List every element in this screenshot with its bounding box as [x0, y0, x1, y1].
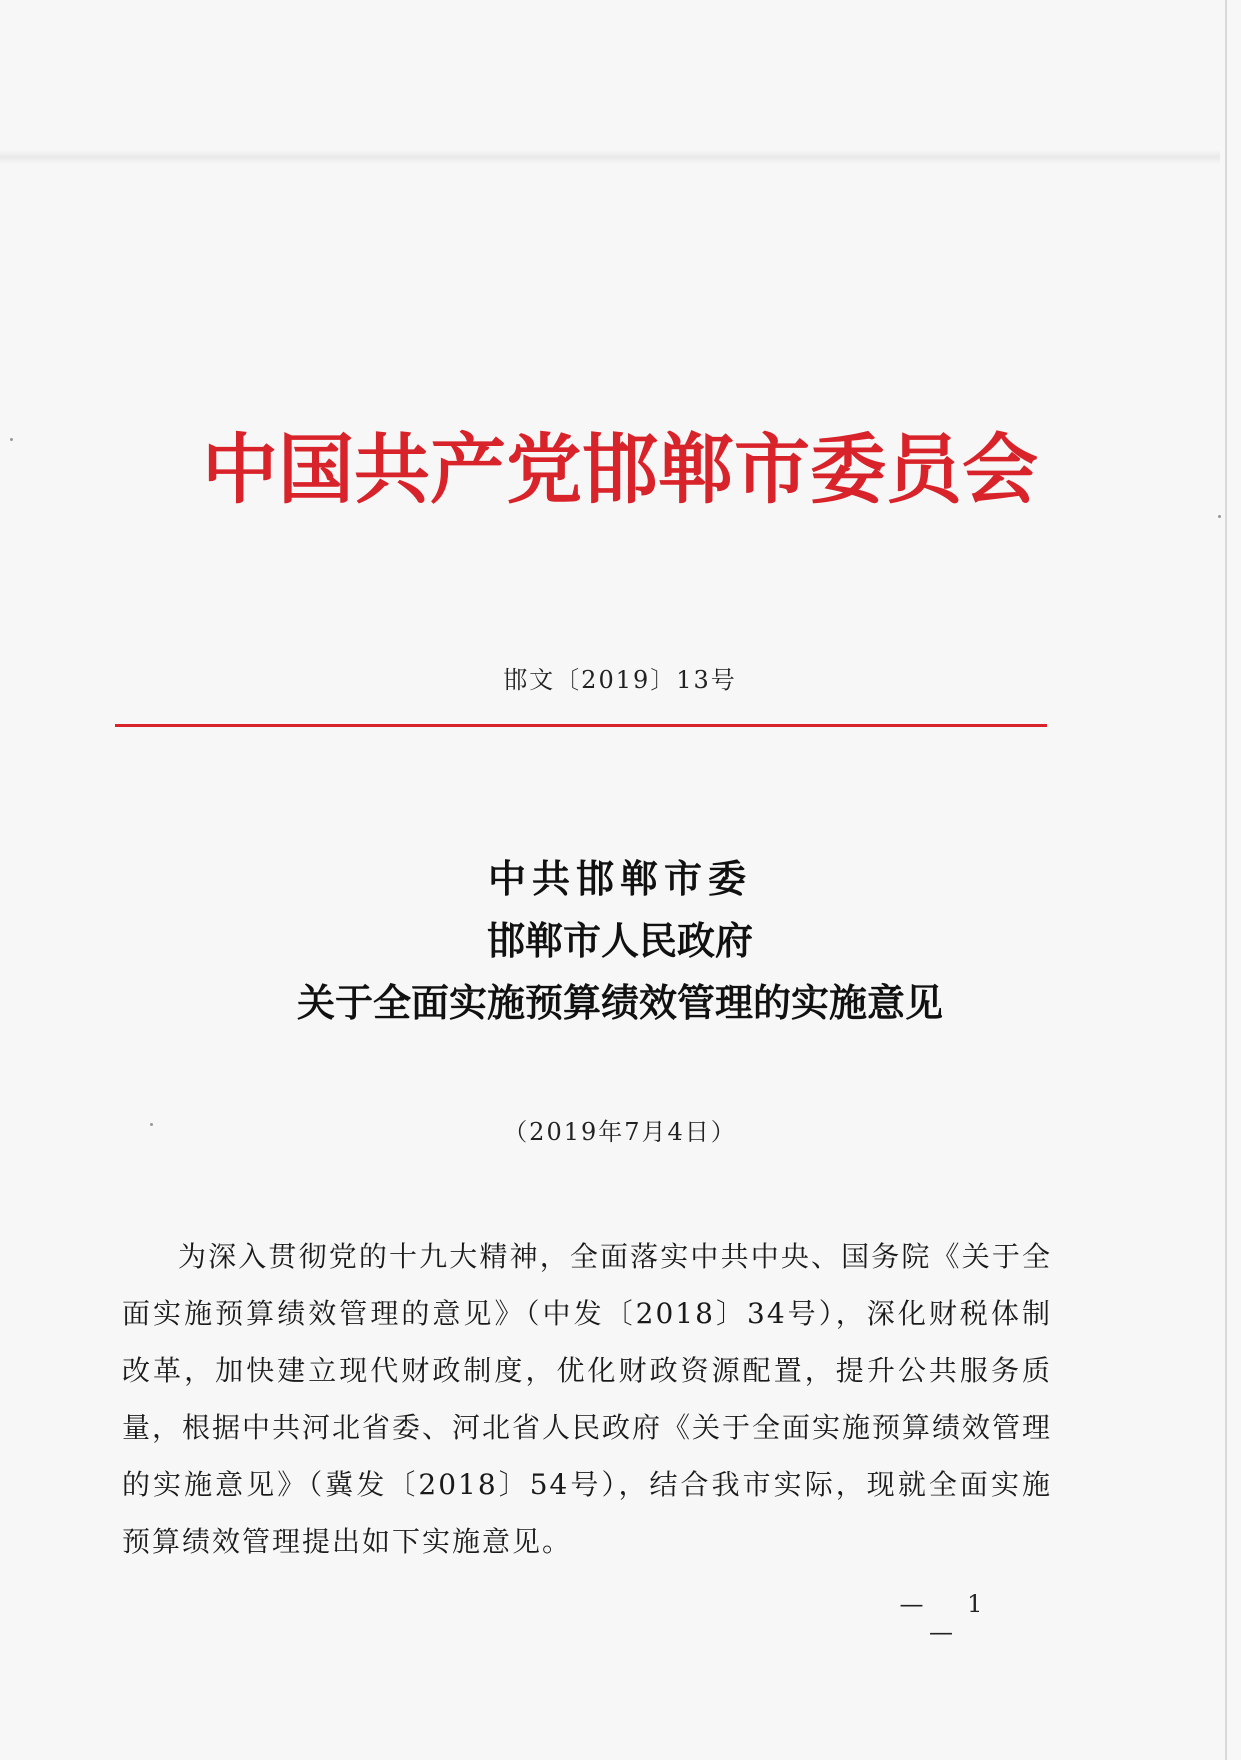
title-line-2: 邯郸市人民政府 [486, 919, 753, 963]
issue-date: （2019年7月4日） [503, 1118, 737, 1146]
body-paragraph: 为深入贯彻党的十九大精神，全面落实中共中央、国务院《关于全面实施预算绩效管理的意见》（中发〔2018〕34号），深化财税体制改革，加快建立现代财政制度，优化财政资源配置，提升公共服务质量，根据中共河北省委、河北省人民政府《关于全面实施预算绩效管理的实施意见》（冀发〔2018〕54号），结合我市实际，现就全面实施预算绩效管理提出如下实施意见。 [122, 1240, 1053, 1558]
scan-speck [10, 438, 13, 441]
page-edge [1225, 0, 1227, 1760]
scan-speck [150, 1123, 153, 1126]
title-line-1: 中共邯郸市委 [487, 857, 752, 901]
title-line-3: 关于全面实施预算绩效管理的实施意见 [296, 981, 943, 1025]
scan-speck [1218, 515, 1221, 518]
document-number: 邯文〔2019〕13号 [503, 666, 737, 694]
page-number: — 1 — [899, 1590, 1001, 1646]
red-divider-line [115, 724, 1047, 727]
document-title [140, 848, 1100, 1034]
letterhead-issuer: 中国共产党邯郸市委员会 [202, 425, 1038, 514]
page-fold-shadow [0, 150, 1220, 164]
body-text [122, 1228, 1052, 1570]
